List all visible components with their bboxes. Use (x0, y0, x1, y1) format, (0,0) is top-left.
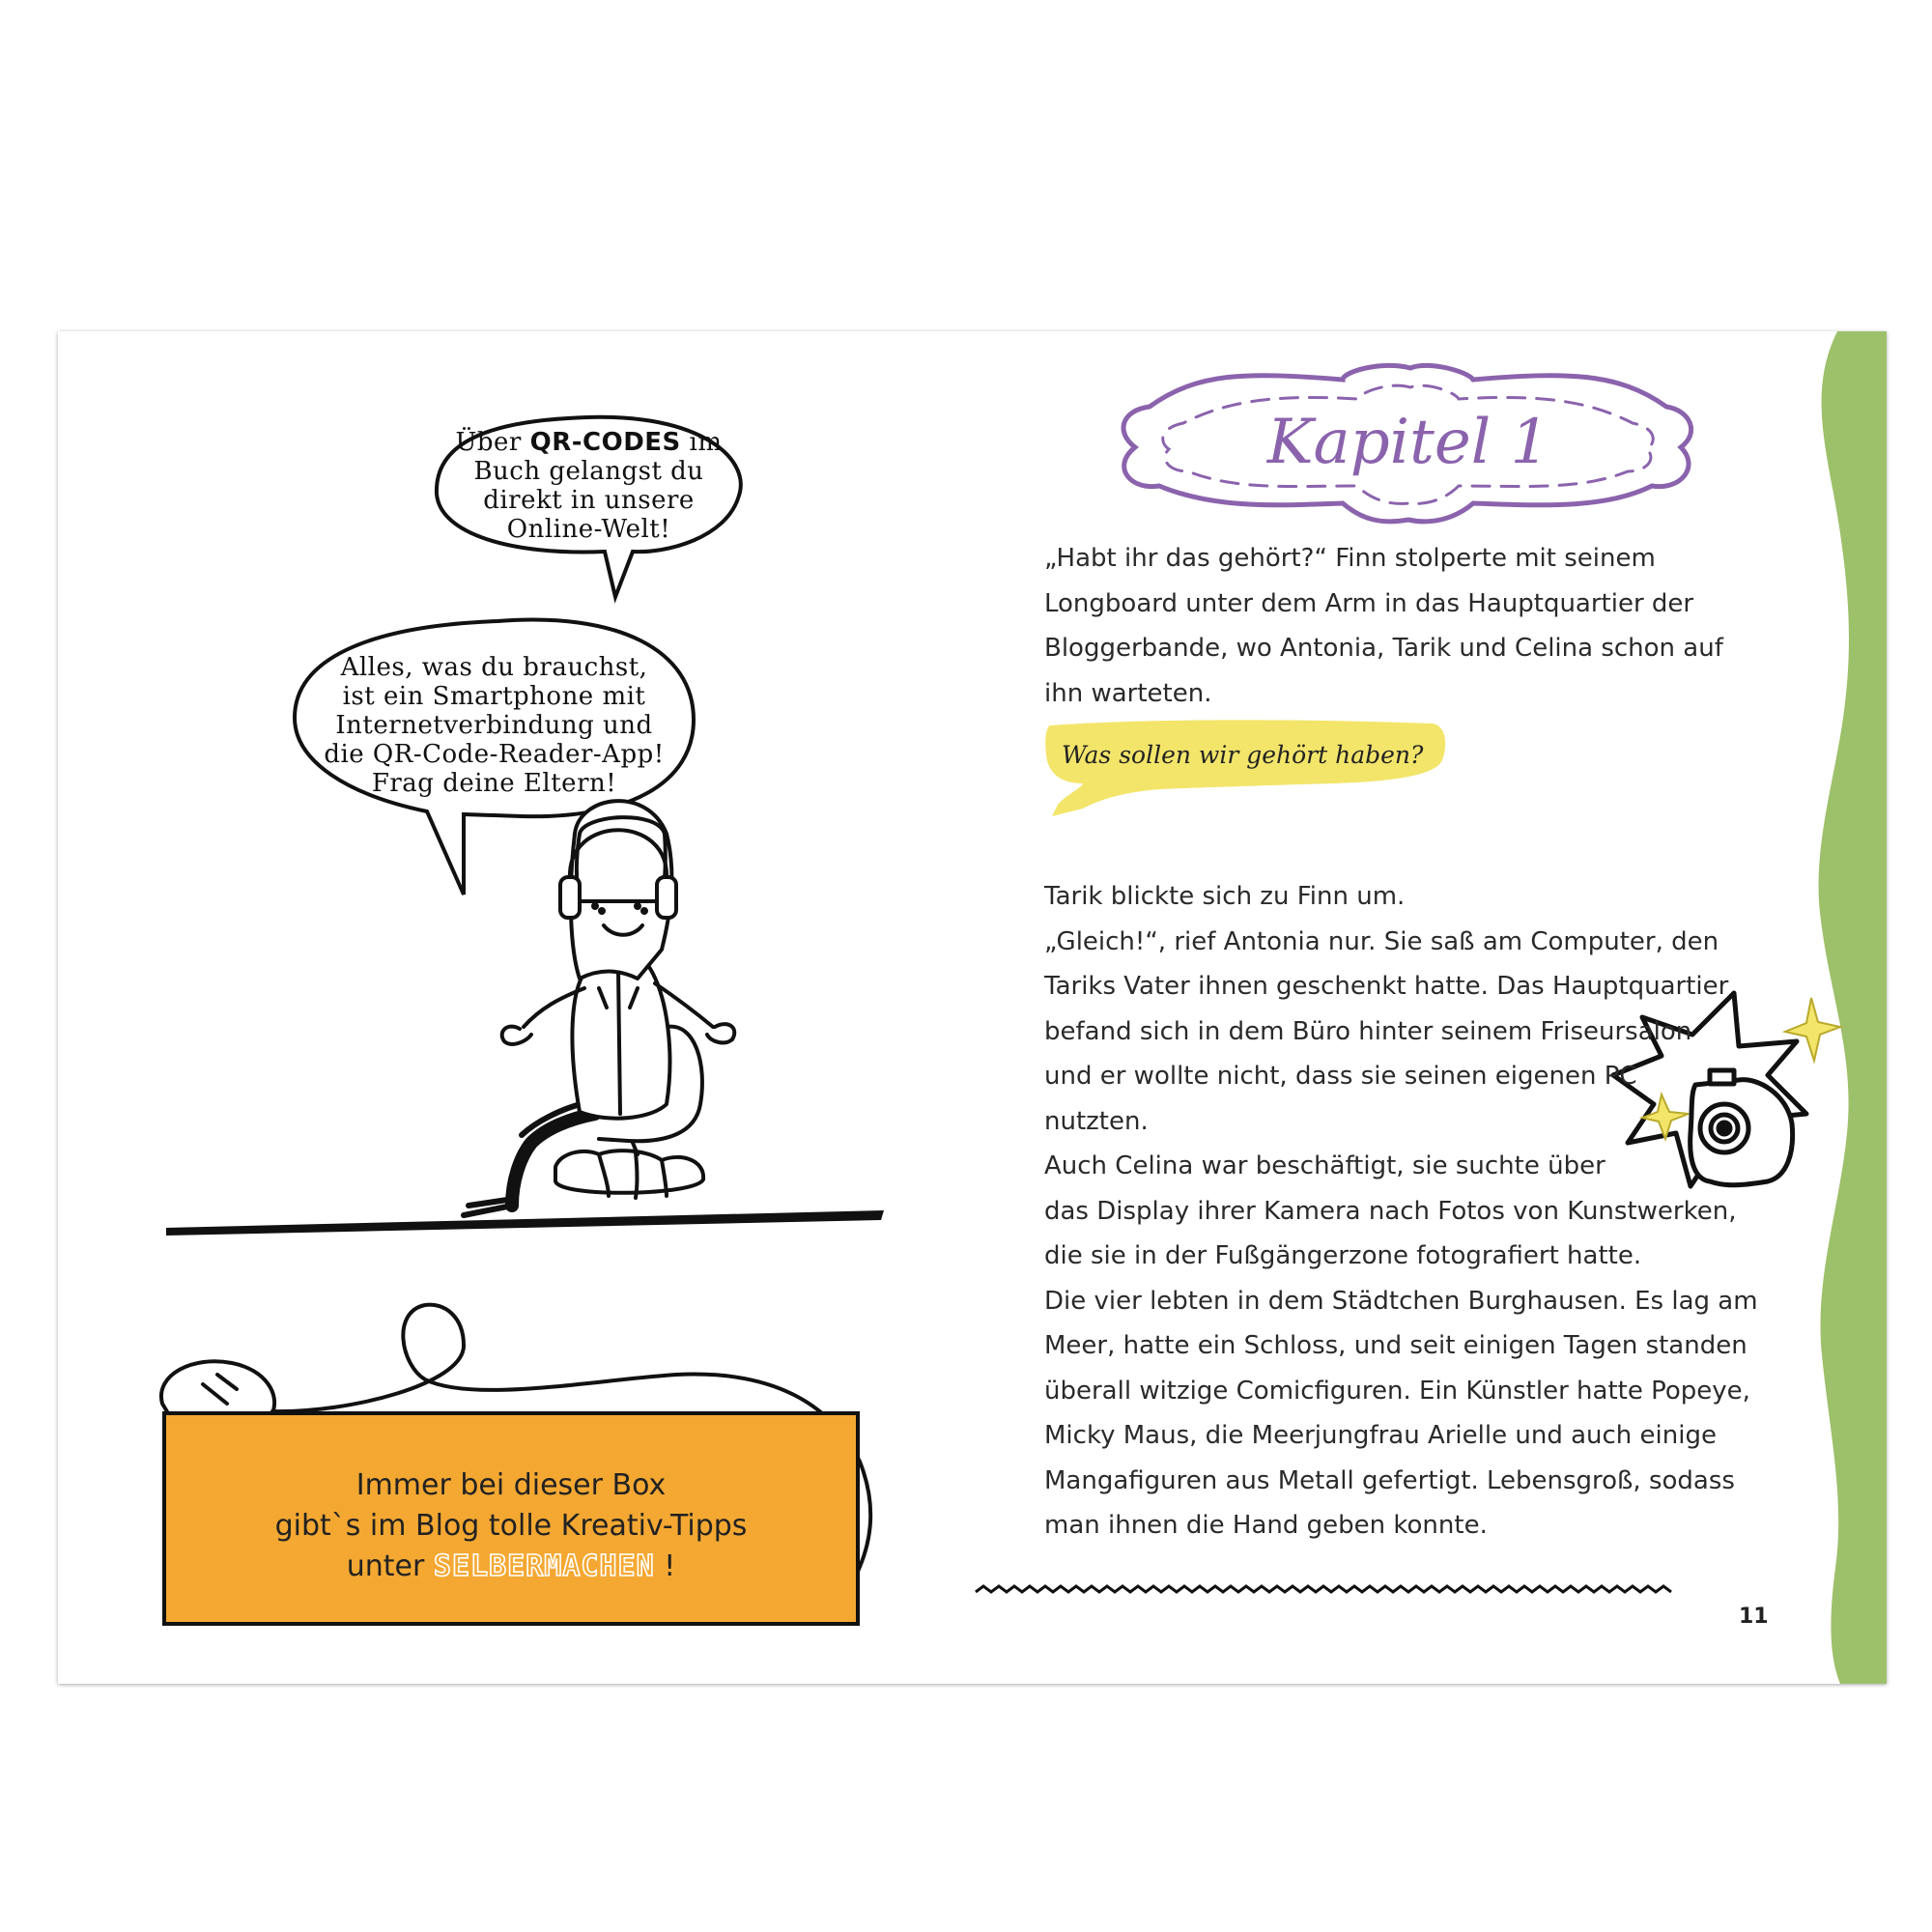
page-number: 11 (1739, 1605, 1769, 1629)
paragraph-gap (1044, 824, 1778, 874)
story-line: Micky Maus, die Meerjungfrau Arielle und auch einige (1044, 1421, 1717, 1450)
tip-line: ! (664, 1549, 676, 1583)
story-text (1044, 536, 1778, 1548)
bubble-text-line: ist ein Smartphone mit (342, 682, 646, 711)
story-line: Bloggerbande, wo Antonia, Tarik und Celina schon auf (1044, 634, 1723, 663)
tip-box-text (166, 1465, 856, 1587)
story-line: „Habt ihr das gehört?“ Finn stolperte mit seinem (1044, 544, 1656, 573)
story-line: Die vier lebten in dem Städtchen Burghausen. Es lag am (1044, 1286, 1758, 1316)
story-line: „Gleich!“, rief Antonia nur. Sie saß am Computer, den (1044, 926, 1719, 956)
story-paragraph (1044, 874, 1778, 1548)
chapter-title: Kapitel 1 (1266, 407, 1550, 478)
story-line: nutzten. (1044, 1106, 1149, 1136)
character-illustration (464, 801, 734, 1215)
story-line: man ihnen die Hand geben konnte. (1044, 1511, 1488, 1540)
story-line: und er wollte nicht, dass sie seinen eigenen PC (1044, 1062, 1637, 1091)
highlight-quote (1044, 716, 1778, 824)
selbermachen-label: SELBERMACHEN (433, 1549, 655, 1583)
bubble-text-line: direkt in unsere (483, 486, 695, 515)
tip-line: gibt`s im Blog tolle Kreativ-Tipps (274, 1509, 748, 1543)
bubble-text-line: Alles, was du brauchst, (340, 653, 648, 682)
bubble-text-line: Buch gelangst du (473, 457, 704, 486)
story-line: Longboard unter dem Arm in das Hauptquartier der (1044, 588, 1694, 618)
bubble-text-line: im (689, 428, 723, 457)
story-line: ihn warteten. (1044, 678, 1212, 708)
bubble-text-emphasis: QR-CODES (529, 428, 681, 457)
story-line: die sie in der Fußgängerzone fotografiert hatte. (1044, 1241, 1642, 1270)
story-line: Meer, hatte ein Schloss, und seit einigen Tagen standen (1044, 1331, 1747, 1360)
zigzag-rule (976, 1586, 1671, 1592)
bubble-text-line: Über (455, 428, 522, 457)
kreativ-tip-box (162, 1411, 860, 1626)
bubble-text-line: Online-Welt! (506, 515, 671, 544)
tip-line: unter (346, 1549, 425, 1583)
story-line: Tarik blickte sich zu Finn um. (1044, 882, 1406, 911)
story-paragraph (1044, 536, 1778, 716)
bubble-text-line: Internetverbindung und (335, 711, 653, 740)
story-line: befand sich in dem Büro hinter seinem Friseursalon (1044, 1016, 1692, 1046)
story-line: überall witzige Comicfiguren. Ein Künstler hatte Popeye, (1044, 1376, 1750, 1406)
ground-line (166, 1210, 884, 1236)
story-line: Tariks Vater ihnen geschenkt hatte. Das Hauptquartier (1044, 972, 1729, 1001)
story-line: Mangafiguren aus Metall gefertigt. Lebensgroß, sodass (1044, 1465, 1735, 1495)
bubble-text-line: Frag deine Eltern! (371, 769, 617, 798)
speech-bubble-qr-text (437, 428, 741, 544)
bubble-text-line: die QR-Code-Reader-App! (324, 740, 665, 769)
book-spread (58, 331, 1887, 1684)
highlight-text: Was sollen wir gehört haben? (1062, 741, 1424, 769)
speech-bubble-app-text (295, 653, 694, 798)
story-line: das Display ihrer Kamera nach Fotos von Kunstwerken, (1044, 1196, 1737, 1226)
story-line: Auch Celina war beschäftigt, sie suchte über (1044, 1151, 1605, 1180)
green-page-edge (1819, 331, 1887, 1684)
tip-line: Immer bei dieser Box (355, 1468, 667, 1502)
